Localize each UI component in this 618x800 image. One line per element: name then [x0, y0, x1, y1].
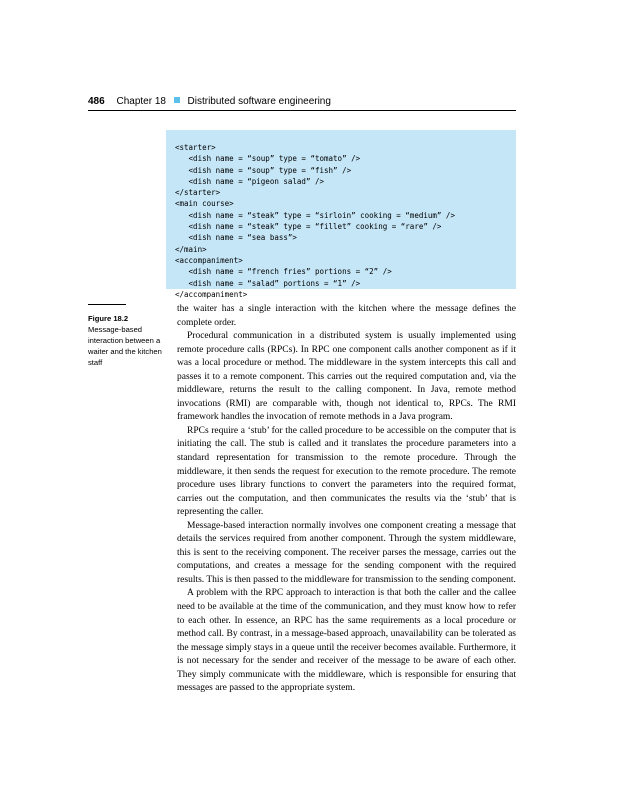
- chapter-title: Distributed software engineering: [187, 96, 331, 107]
- paragraph: the waiter has a single interaction with the kitchen where the message defines the complete order.: [177, 304, 516, 328]
- code-line: <dish name = “soup” type = “tomato” />: [175, 154, 361, 164]
- code-line: <dish name = “steak” type = “fillet” cooking = “rare” />: [175, 222, 442, 232]
- code-figure-box: [166, 130, 516, 299]
- code-line: <dish name = “soup” type = “fish” />: [175, 165, 352, 175]
- paragraph: A problem with the RPC approach to interaction is that both the caller and the callee need to be available at the time of the communication, and they must know how to refer to each other. In essence, an RPC has the same requirements as a local procedure or method call. By contrast, in a message-based approach, unavailability can be tolerated as the message simply stays in a queue until the receiver becomes available. Furthermore, it is not necessary for the sender and receiver of the message to be aware of each other. They simply communicate with the middleware, which is responsible for ensuring that messages are passed to the appropriate system.: [177, 588, 516, 694]
- figure-caption-text: Message-based interaction between a waiter and the kitchen staff: [88, 325, 162, 367]
- header-rule: [88, 110, 516, 111]
- square-bullet-icon: [174, 97, 180, 103]
- code-line: </main>: [175, 244, 207, 254]
- body-text: [177, 303, 516, 696]
- code-line: <dish name = “steak” type = “sirloin” cooking = “medium” />: [175, 210, 455, 220]
- page-number: 486: [88, 96, 105, 107]
- paragraph: RPCs require a ‘stub’ for the called procedure to be accessible on the computer that is initiating the call. The stub is called and it translates the procedure parameters into a standard representation for transmission to the remote procedure. Through the middleware, it then sends the request for execution to the remote procedure. The remote procedure uses library functions to convert the parameters into the required format, carries out the computation, and then communicates the results via the ‘stub’ that is representing the caller.: [177, 425, 516, 518]
- paragraph: Message-based interaction normally involves one component creating a message that details the services required from another component. Through the system middleware, this is sent to the receiving component. The receiver parses the message, carries out the computations, and creates a message for the sending component with the required results. This is then passed to the middleware for transmission to the sending component.: [177, 520, 516, 585]
- caption-rule: [88, 304, 126, 305]
- figure-label: Figure 18.2: [88, 314, 129, 323]
- figure-caption: [88, 313, 162, 368]
- paragraph: Procedural communication in a distributed system is usually implemented using remote procedure calls (RPCs). In RPC one component calls another component as if it was a local procedure or method. The middleware in the system intercepts this call and passes it to a remote component. This carries out the required computation and, via the middleware, returns the result to the calling component. In Java, remote method invocations (RMI) are comparable with, though not identical to, RPCs. The RMI framework handles the invocation of remote methods in a Java program.: [177, 331, 516, 423]
- code-line: <dish name = “sea bass”>: [175, 233, 297, 243]
- code-line: <accompaniment>: [175, 255, 243, 265]
- code-line: <dish name = “french fries” portions = “2” />: [175, 267, 392, 277]
- code-line: <dish name = “salad” portions = “1” />: [175, 278, 361, 288]
- code-listing: [175, 142, 455, 300]
- code-line: <main course>: [175, 199, 234, 209]
- chapter-label: Chapter 18: [116, 96, 166, 107]
- code-line: <dish name = “pigeon salad” />: [175, 176, 325, 186]
- code-line: </accompaniment>: [175, 289, 248, 299]
- code-line: <starter>: [175, 143, 216, 152]
- code-line: </starter>: [175, 188, 221, 198]
